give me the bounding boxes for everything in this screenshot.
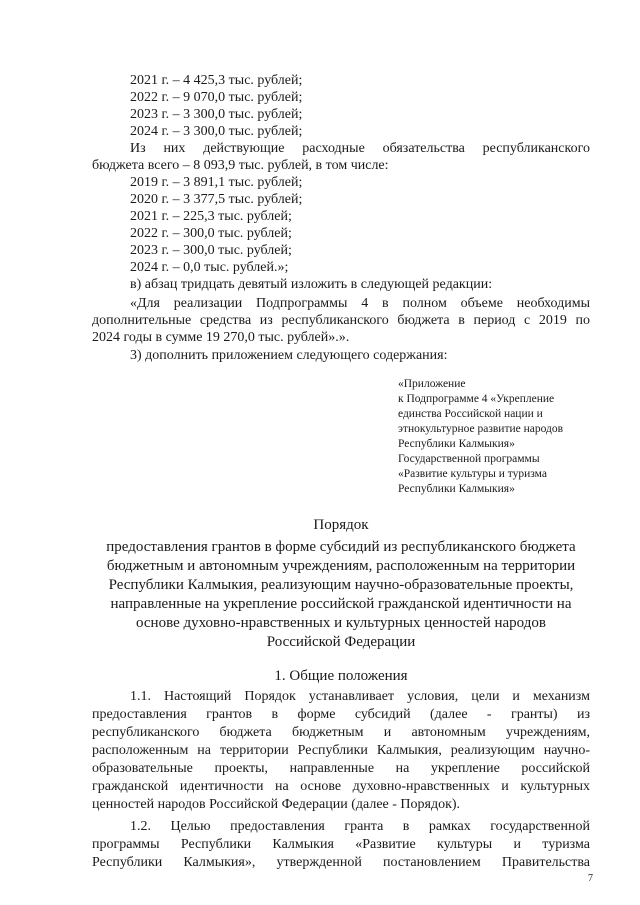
paragraph-line: ценностей народов Российской Федерации (далее - Порядок). bbox=[92, 797, 461, 812]
paragraph-line: республиканского бюджета бюджетным и автономным учреждениям, bbox=[92, 725, 590, 740]
appendix-note-line: «Приложение bbox=[398, 378, 466, 390]
subtitle-line: Российской Федерации bbox=[266, 634, 416, 650]
year-line: 2019 г. – 3 891,1 тыс. рублей; bbox=[130, 175, 303, 190]
year-line: 2023 г. – 300,0 тыс. рублей; bbox=[130, 243, 292, 258]
paragraph-line: программы Республики Калмыкия «Развитие культуры и туризма bbox=[92, 837, 590, 852]
subtitle-line: бюджетным и автономным учреждениям, расположенным на территории bbox=[106, 558, 576, 574]
year-line: 2022 г. – 9 070,0 тыс. рублей; bbox=[130, 90, 303, 105]
item-v: в) абзац тридцать девятый изложить в следующей редакции: bbox=[130, 277, 493, 292]
paragraph-line: предоставления грантов в форме субсидий (далее - гранты) из bbox=[92, 707, 590, 722]
paragraph-line: 1.1. Настоящий Порядок устанавливает условия, цели и механизм bbox=[130, 689, 590, 704]
appendix-note-line: «Развитие культуры и туризма bbox=[398, 468, 547, 480]
document-title: Порядок bbox=[313, 517, 369, 533]
year-line: 2022 г. – 300,0 тыс. рублей; bbox=[130, 226, 292, 241]
year-line: 2021 г. – 4 425,3 тыс. рублей; bbox=[130, 73, 303, 88]
year-line: 2024 г. – 3 300,0 тыс. рублей; bbox=[130, 124, 303, 139]
year-line: 2023 г. – 3 300,0 тыс. рублей; bbox=[130, 107, 303, 122]
paragraph-line: Из них действующие расходные обязательства республиканского bbox=[130, 141, 590, 156]
year-line: 2021 г. – 225,3 тыс. рублей; bbox=[130, 209, 292, 224]
appendix-note-line: Республики Калмыкия» bbox=[398, 438, 515, 450]
year-line: 2024 г. – 0,0 тыс. рублей.»; bbox=[130, 260, 289, 275]
quote-line: дополнительные средства из республиканского бюджета в период с 2019 по bbox=[92, 313, 590, 328]
appendix-note-line: к Подпрограмме 4 «Укрепление bbox=[398, 393, 555, 405]
subtitle-line: Республики Калмыкия, реализующим научно-образовательные проекты, bbox=[108, 577, 574, 593]
subtitle-line: предоставления грантов в форме субсидий из республиканского бюджета bbox=[106, 539, 576, 555]
page-number: 7 bbox=[588, 873, 593, 884]
paragraph-line: гражданской идентичности на основе духовно-нравственных и культурных bbox=[92, 779, 590, 794]
paragraph-line: 1.2. Целью предоставления гранта в рамках государственной bbox=[130, 819, 590, 834]
paragraph-line: расположенным на территории Республики Калмыкия, реализующим научно- bbox=[92, 743, 590, 758]
appendix-note-line: единства Российской нации и bbox=[398, 408, 543, 420]
appendix-note-line: этнокультурное развитие народов bbox=[398, 423, 564, 435]
item-3: 3) дополнить приложением следующего содержания: bbox=[130, 348, 448, 363]
quote-line: «Для реализации Подпрограммы 4 в полном объеме необходимы bbox=[130, 296, 590, 311]
year-line: 2020 г. – 3 377,5 тыс. рублей; bbox=[130, 192, 303, 207]
paragraph-line: бюджета всего – 8 093,9 тыс. рублей, в том числе: bbox=[92, 158, 389, 173]
subtitle-line: направленные на укрепление российской гражданской идентичности на bbox=[110, 596, 572, 612]
appendix-note-line: Республики Калмыкия» bbox=[398, 483, 515, 495]
section-heading: 1. Общие положения bbox=[274, 668, 408, 684]
subtitle-line: основе духовно-нравственных и культурных ценностей народов bbox=[136, 615, 546, 631]
appendix-note-line: Государственной программы bbox=[398, 453, 540, 465]
paragraph-line: образовательные проекты, направленные на укрепление российской bbox=[92, 761, 590, 776]
quote-line: 2024 годы в сумме 19 270,0 тыс. рублей».». bbox=[92, 330, 350, 345]
paragraph-line: Республики Калмыкия», утвержденной постановлением Правительства bbox=[92, 855, 590, 870]
